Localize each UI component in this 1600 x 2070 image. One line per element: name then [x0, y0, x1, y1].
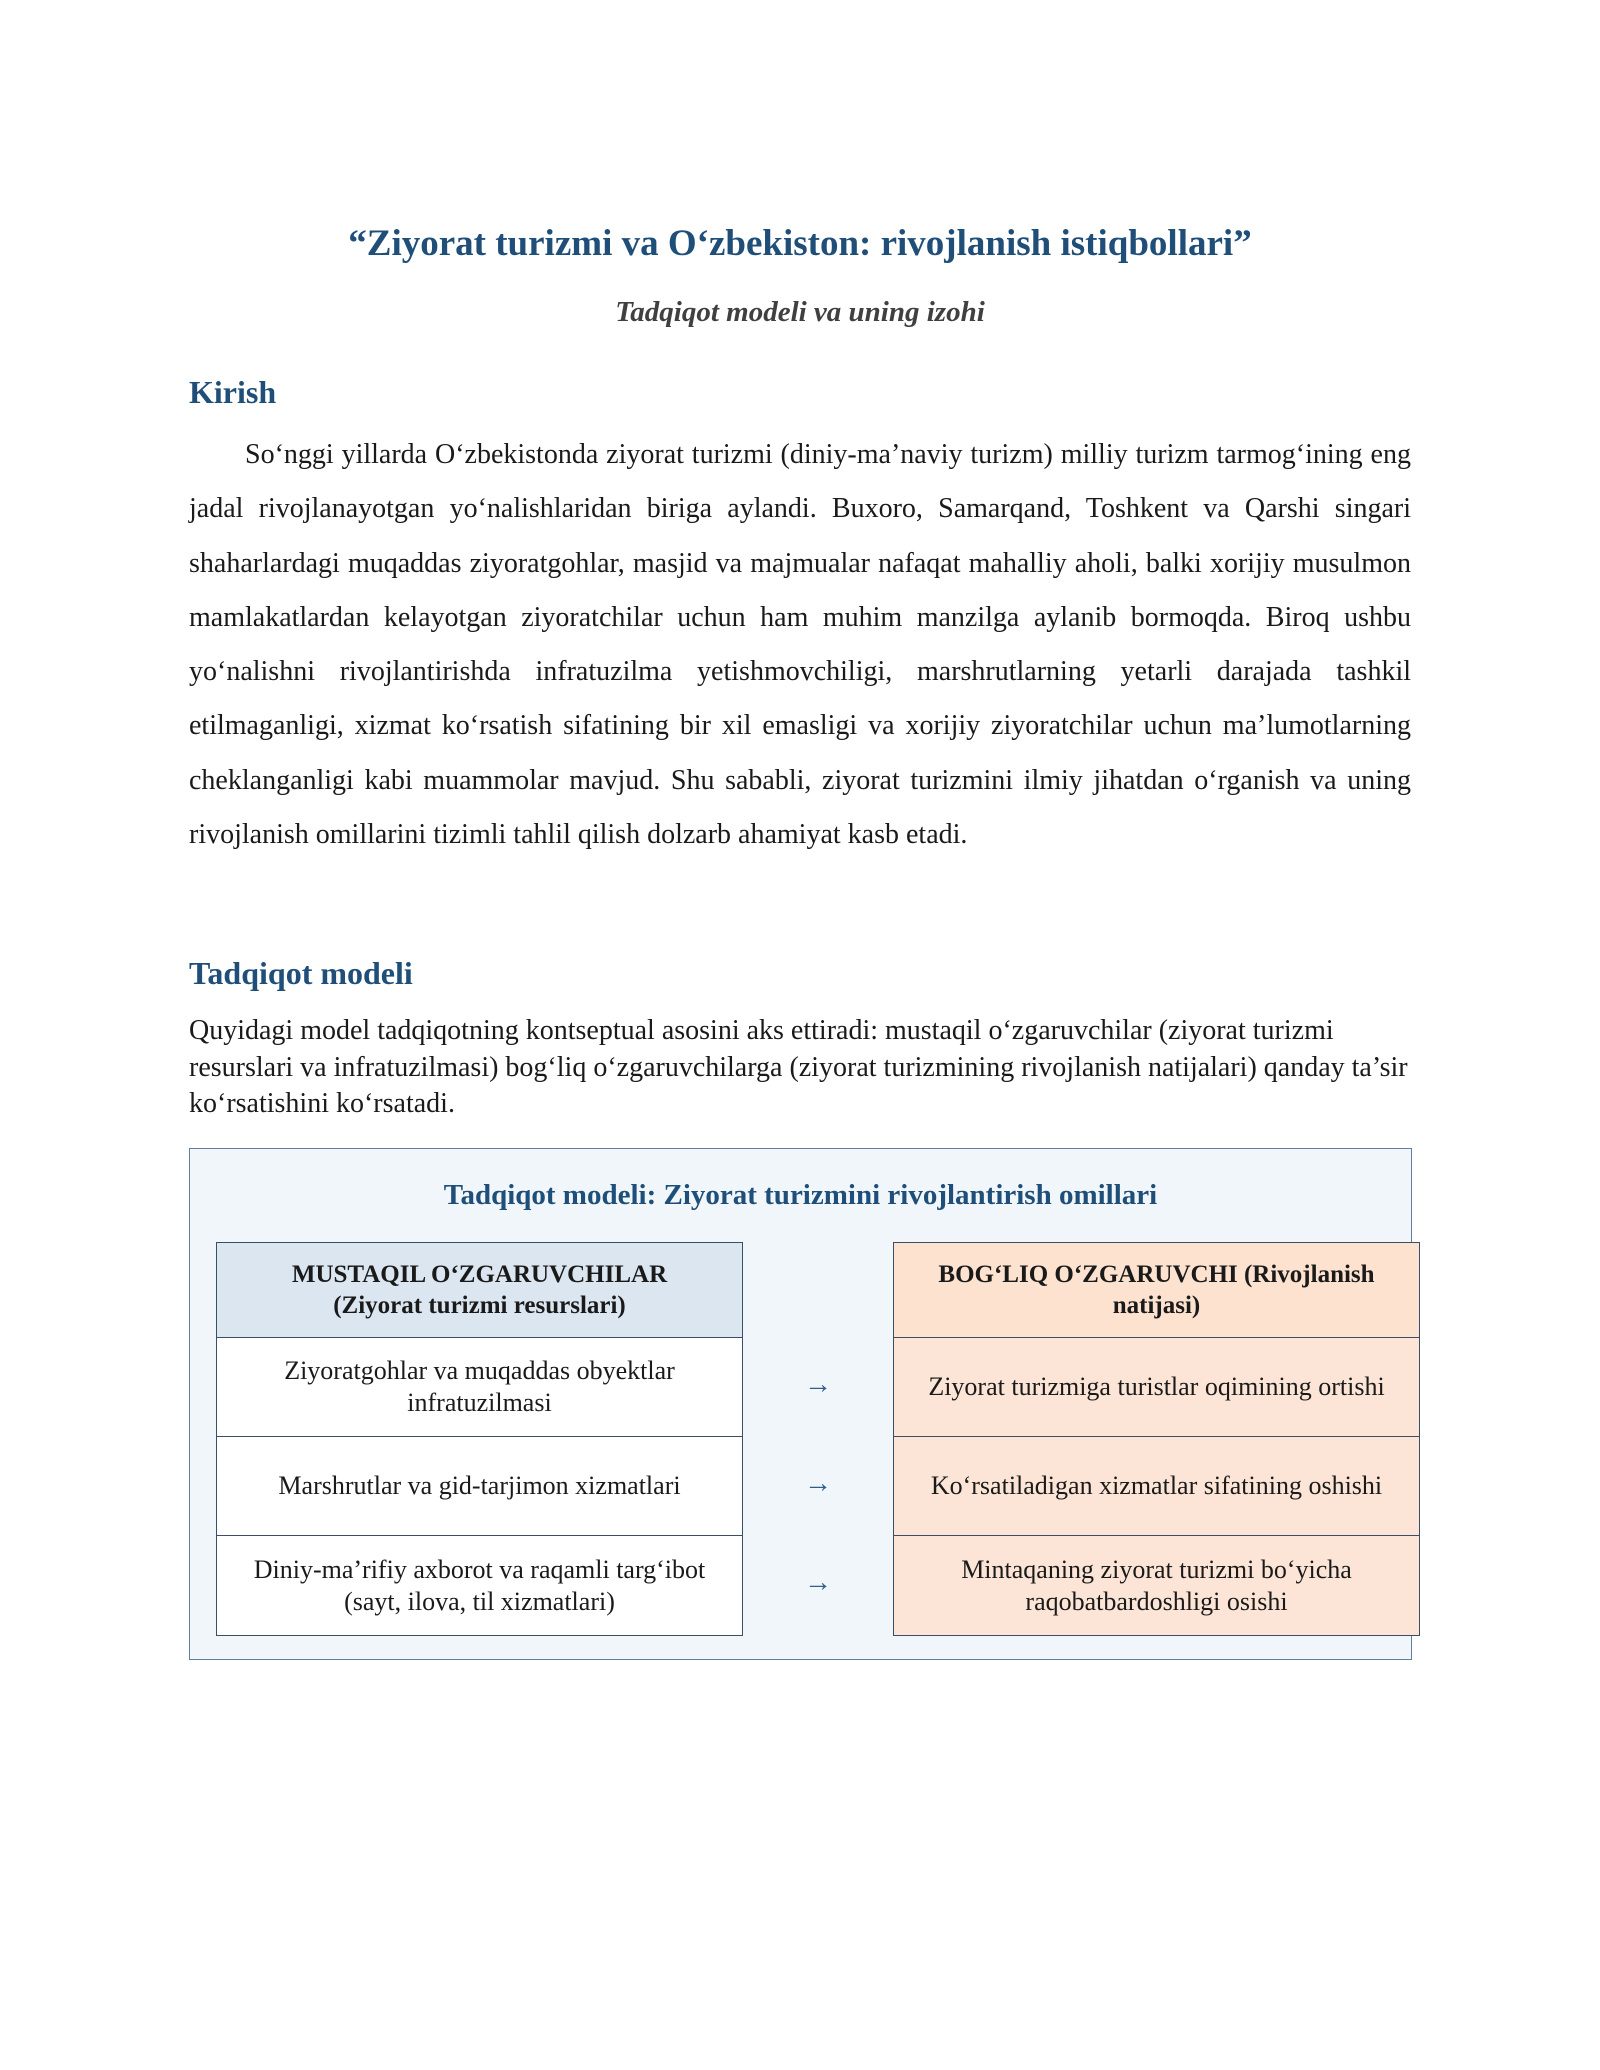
independent-header-line1: MUSTAQIL O‘ZGARUVCHILAR — [291, 1261, 668, 1288]
dependent-variable-item: Ko‘rsatiladigan xizmatlar sifatining oshishi — [894, 1437, 1419, 1536]
dependent-variable-item: Mintaqaning ziyorat turizmi bo‘yicha raqobatbardoshligi osishi — [961, 1554, 1352, 1616]
dependent-variable-item: Ziyorat turizmiga turistlar oqimining ortishi — [894, 1338, 1419, 1437]
dependent-variables-header: BOG‘LIQ O‘ZGARUVCHI (Rivojlanish natijasi) — [894, 1243, 1419, 1338]
model-heading: Tadqiqot modeli — [189, 955, 413, 991]
independent-variable-item: Ziyoratgohlar va muqaddas obyektlar infratuzilmasi — [217, 1338, 742, 1437]
arrow-right-icon: → — [804, 1369, 832, 1400]
intro-heading: Kirish — [189, 374, 277, 410]
arrow-right-icon: → — [804, 1468, 832, 1499]
dependent-variables-column — [893, 1242, 1420, 1636]
independent-variables-header — [217, 1243, 742, 1338]
independent-variable-item: Marshrutlar va gid-tarjimon xizmatlari — [217, 1437, 742, 1536]
document-subtitle: Tadqiqot modeli va uning izohi — [615, 296, 985, 328]
document-title: “Ziyorat turizmi va O‘zbekiston: rivojlanish istiqbollari” — [348, 223, 1252, 264]
research-model-diagram — [189, 1148, 1412, 1660]
independent-header-line2: (Ziyorat turizmi resurslari) — [333, 1292, 626, 1319]
model-paragraph: Quyidagi model tadqiqotning kontseptual asosini aks ettiradi: mustaqil o‘zgaruvchilar (ziyorat turizmi resurslari va infratuzilmasi) bog‘liq o‘zgaruvchilarga (ziyorat turizmining rivojlanish natijalari) qanday ta’sir ko‘rsatishini ko‘rsatadi. — [189, 1015, 1408, 1119]
independent-variables-column — [216, 1242, 743, 1636]
intro-paragraph: So‘nggi yillarda O‘zbekistonda ziyorat turizmi (diniy-ma’naviy turizm) milliy turizm tarmog‘ining eng jadal rivojlanayotgan yo‘nalishlaridan biriga aylandi. Buxoro, Samarqand, Toshkent va Qarshi singari shaharlardagi muqaddas ziyoratgohlar, masjid va majmualar nafaqat mahalliy aholi, balki xorijiy musulmon mamlakatlardan kelayotgan ziyoratchilar uchun ham muhim manzilga aylanib bormoqda. Biroq ushbu yo‘nalishni rivojlantirishda infratuzilma yetishmovchiligi, marshrutlarning yetarli darajada tashkil etilmaganligi, xizmat ko‘rsatish sifatining bir xil emasligi va xorijiy ziyoratchilar uchun ma’lumotlarning cheklanganligi kabi muammolar mavjud. Shu sababli, ziyorat turizmini ilmiy jihatdan o‘rganish va uning rivojlanish omillarini tizimli tahlil qilish dolzarb ahamiyat kasb etadi. — [189, 439, 1411, 851]
independent-variable-item: Diniy-ma’rifiy axborot va raqamli targ‘ibot (sayt, ilova, til xizmatlari) — [253, 1554, 706, 1616]
arrow-right-icon: → — [804, 1567, 832, 1598]
model-diagram-title: Tadqiqot modeli: Ziyorat turizmini rivojlantirish omillari — [443, 1179, 1158, 1211]
